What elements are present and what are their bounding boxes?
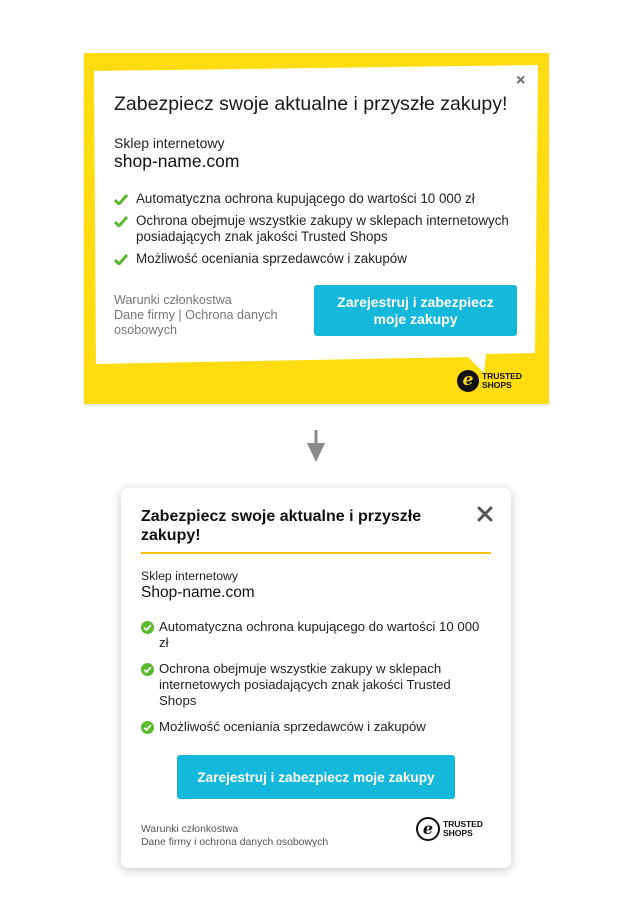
benefit-text: Możliwość oceniania sprzedawców i zakupów xyxy=(136,251,407,266)
logo-text: TRUSTED SHOPS xyxy=(482,371,522,390)
benefit-text: Automatyczna ochrona kupującego do wartości 10 000 zł xyxy=(136,191,475,206)
check-circle-icon xyxy=(141,621,154,634)
list-item xyxy=(114,191,534,207)
checkmark-icon xyxy=(114,194,128,205)
list-item xyxy=(114,213,534,245)
list-item xyxy=(141,619,481,651)
benefit-list xyxy=(141,619,481,745)
check-circle-icon xyxy=(141,721,154,734)
checkmark-icon xyxy=(114,254,128,265)
membership-terms-link[interactable]: Warunki członkostwa xyxy=(141,824,239,835)
membership-terms-link[interactable]: Warunki członkostwa xyxy=(114,293,232,307)
list-item xyxy=(114,251,534,267)
title-divider xyxy=(141,552,491,554)
close-icon[interactable]: × xyxy=(516,72,526,89)
footer-links xyxy=(114,293,304,338)
benefit-list xyxy=(114,191,534,273)
benefit-text: Automatyczna ochrona kupującego do wartości 10 000 zł xyxy=(159,619,480,650)
company-privacy-link[interactable]: Dane firmy | Ochrona danych osobowych xyxy=(114,308,278,337)
company-privacy-link[interactable]: Dane firmy i ochrona danych osobowych xyxy=(141,837,329,848)
benefit-text: Możliwość oceniania sprzedawców i zakupów xyxy=(159,719,426,734)
benefit-text: Ochrona obejmuje wszystkie zakupy w sklepach internetowych posiadających znak jakości Trusted Shops xyxy=(136,213,509,244)
benefit-text: Ochrona obejmuje wszystkie zakupy w sklepach internetowych posiadających znak jakości Trusted Shops xyxy=(159,661,451,708)
list-item xyxy=(141,719,481,735)
shop-name: shop-name.com xyxy=(114,151,240,171)
checkmark-icon xyxy=(114,216,128,227)
trusted-shops-e-icon: e xyxy=(457,370,479,392)
close-icon[interactable] xyxy=(476,505,494,523)
new-popup xyxy=(121,488,511,868)
register-button[interactable]: Zarejestruj i zabezpiecz moje zakupy xyxy=(314,285,517,336)
arrow-down-icon xyxy=(307,430,325,462)
shop-name: Shop-name.com xyxy=(141,584,255,601)
shop-label: Sklep internetowy xyxy=(141,569,239,583)
popup-title: Zabezpiecz swoje aktualne i przyszłe zakupy! xyxy=(141,508,422,544)
old-popup xyxy=(84,53,549,404)
trusted-shops-logo xyxy=(416,817,483,841)
list-item xyxy=(141,661,481,709)
popup-title: Zabezpiecz swoje aktualne i przyszłe zakupy! xyxy=(114,93,508,115)
logo-text: TRUSTED SHOPS xyxy=(443,819,483,838)
trusted-shops-logo xyxy=(457,370,522,392)
trusted-shops-e-icon: e xyxy=(416,817,440,841)
shop-label: Sklep internetowy xyxy=(114,135,225,151)
register-button[interactable]: Zarejestruj i zabezpiecz moje zakupy xyxy=(177,755,455,799)
check-circle-icon xyxy=(141,663,154,676)
footer-links xyxy=(141,823,328,849)
